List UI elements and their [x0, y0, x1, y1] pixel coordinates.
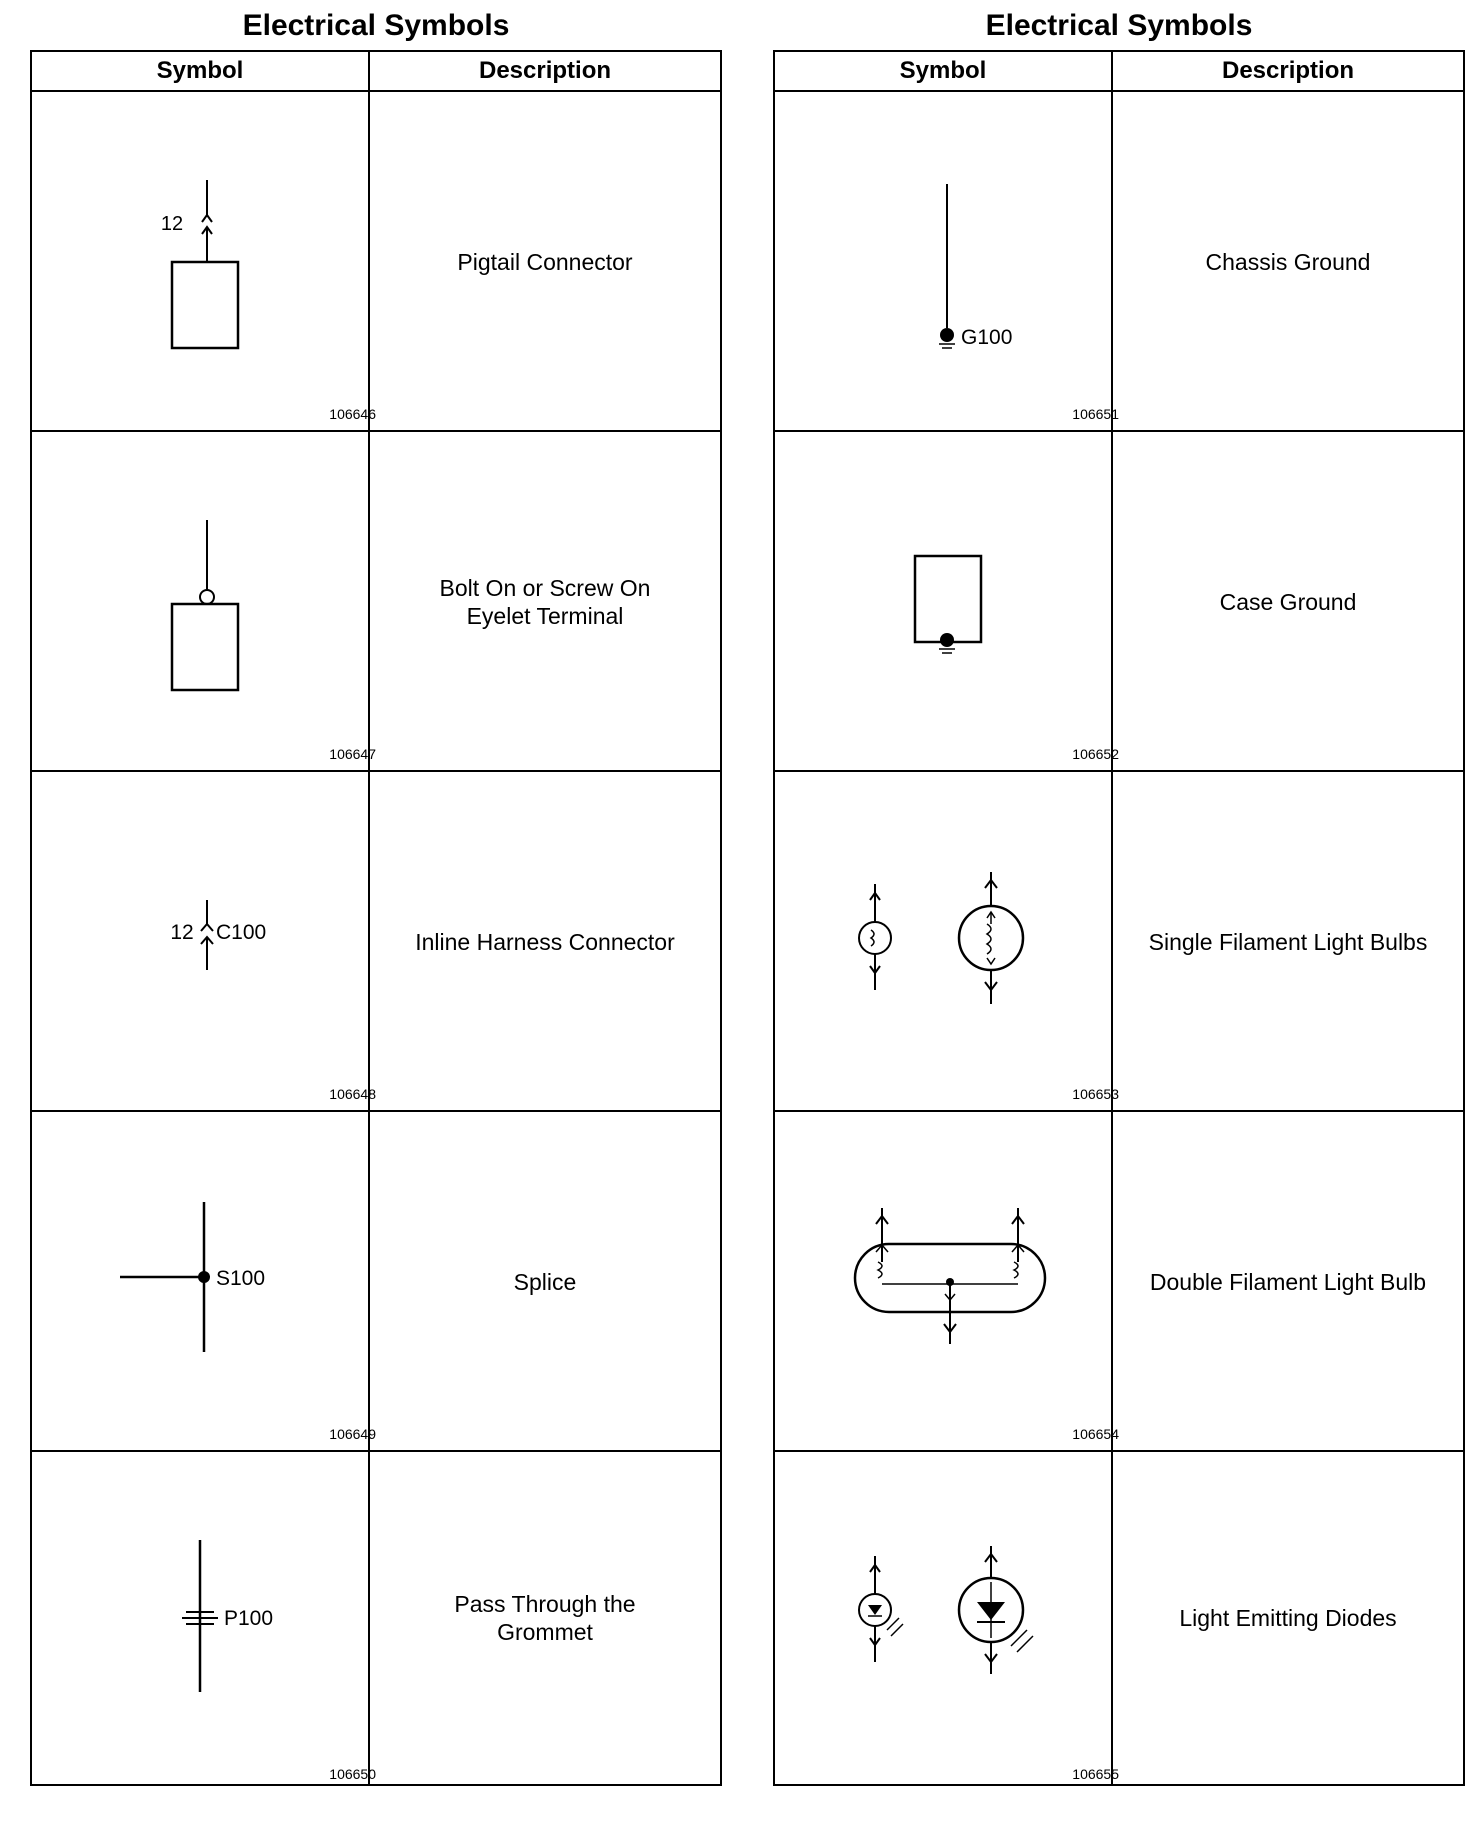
chassis-ground-symbol [775, 92, 1111, 432]
figure-code: 106648 [329, 1086, 376, 1102]
description-cell: Light Emitting Diodes [1179, 1605, 1397, 1631]
figure-code: 106647 [329, 746, 376, 762]
ground-id-label: G100 [961, 326, 1013, 349]
grommet-id-label: P100 [224, 1607, 274, 1630]
symbol-cell [775, 1452, 1111, 1792]
symbols-table [30, 50, 722, 1786]
symbol-cell [775, 432, 1111, 772]
symbol-cell [32, 92, 368, 432]
table-row [32, 1112, 720, 1452]
figure-code: 106650 [329, 1766, 376, 1782]
case-ground-symbol [775, 432, 1111, 772]
description-cell: Double Filament Light Bulb [1149, 1269, 1427, 1295]
figure-code: 106654 [1072, 1426, 1119, 1442]
symbol-cell [775, 92, 1111, 432]
table-row [32, 92, 720, 432]
symbol-cell [32, 1112, 368, 1452]
eyelet-terminal-symbol [32, 432, 368, 772]
figure-code: 106652 [1072, 746, 1119, 762]
description-cell: Case Ground [1219, 589, 1357, 615]
symbol-cell [32, 1452, 368, 1792]
symbol-cell [775, 772, 1111, 1112]
symbol-column-header: Symbol [899, 57, 987, 84]
connector-id-label: C100 [216, 921, 267, 944]
figure-code: 106651 [1072, 406, 1119, 422]
table-row [775, 92, 1463, 432]
description-cell: Splice [513, 1269, 577, 1295]
symbol-cell [32, 772, 368, 1112]
symbol-cell [775, 1112, 1111, 1452]
description-cell: Inline Harness Connector [415, 929, 675, 955]
symbol-cell [32, 432, 368, 772]
table-row [775, 432, 1463, 772]
table-row [775, 1112, 1463, 1452]
table-header [32, 52, 720, 92]
table-row [775, 772, 1463, 1112]
figure-code: 106653 [1072, 1086, 1119, 1102]
double-filament-bulb-symbol [775, 1112, 1111, 1452]
description-cell: Chassis Ground [1205, 249, 1371, 275]
table-row [32, 432, 720, 772]
light-emitting-diodes-symbol [775, 1452, 1111, 1792]
description-cell: Bolt On or Screw On Eyelet Terminal [439, 575, 651, 629]
table-header [775, 52, 1463, 92]
inline-harness-connector-symbol [32, 772, 368, 1112]
description-column-header: Description [1221, 57, 1355, 84]
figure-code: 106655 [1072, 1766, 1119, 1782]
panel-title: Electrical Symbols [242, 9, 510, 42]
grommet-pass-through-symbol [32, 1452, 368, 1792]
figure-code: 106649 [329, 1426, 376, 1442]
symbol-column-header: Symbol [156, 57, 244, 84]
description-column-header: Description [478, 57, 612, 84]
figure-code: 106646 [329, 406, 376, 422]
table-row [775, 1452, 1463, 1784]
table-row [32, 772, 720, 1112]
panel-title: Electrical Symbols [985, 9, 1253, 42]
description-cell: Pass Through the Grommet [454, 1591, 636, 1645]
circuit-number-label: 12 [160, 213, 184, 235]
splice-id-label: S100 [216, 1267, 266, 1290]
pigtail-connector-symbol [32, 92, 368, 432]
description-cell: Pigtail Connector [457, 249, 633, 275]
description-cell: Single Filament Light Bulbs [1148, 929, 1428, 955]
splice-symbol [32, 1112, 368, 1452]
circuit-number-label: 12 [170, 921, 194, 944]
single-filament-bulbs-symbol [775, 772, 1111, 1112]
table-row [32, 1452, 720, 1784]
symbols-table [773, 50, 1465, 1786]
